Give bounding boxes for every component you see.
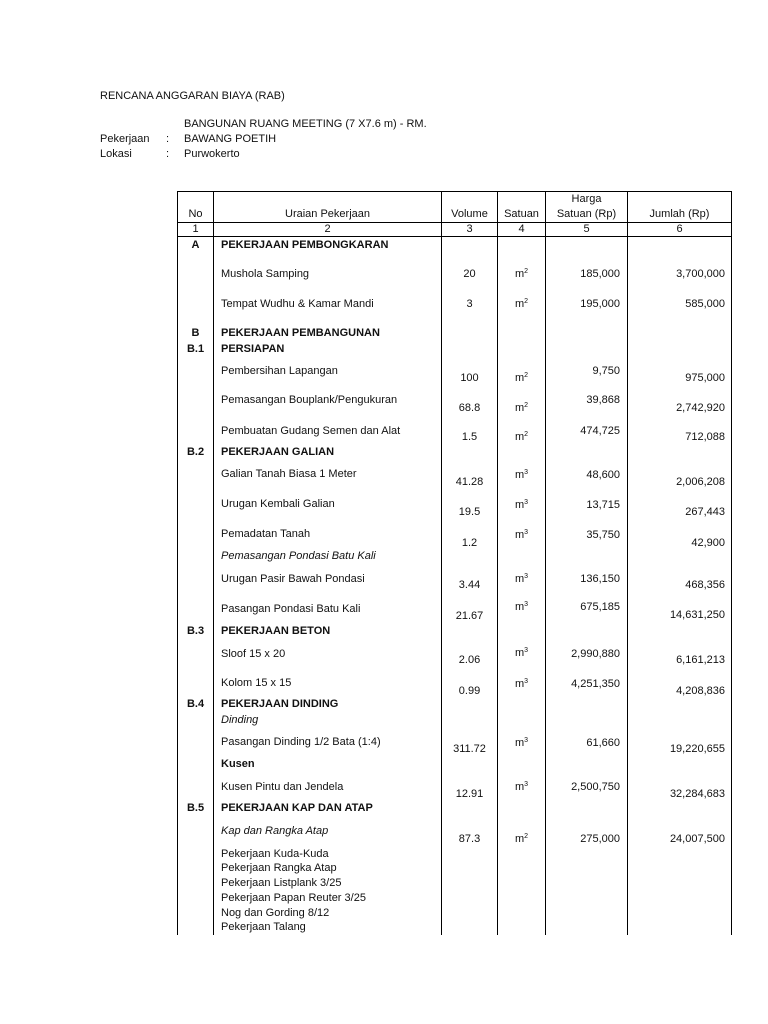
item-unit-price: 35,750 [586,529,620,541]
unit-exponent: 2 [524,268,529,275]
column-number-6: 6 [676,223,683,235]
item-description: Pemasangan Bouplank/Pengukuran [221,394,398,406]
column-number-4: 4 [518,223,525,235]
item-volume: 87.3 [458,833,481,845]
unit-base: m [514,372,525,384]
item-unit-price: 4,251,350 [571,678,620,690]
item-unit-price: 9,750 [592,365,620,377]
item-unit-price: 13,715 [586,499,620,511]
header-harga-line1: Harga [571,193,602,205]
header-jumlah: Jumlah (Rp) [649,208,710,220]
item-volume: 3.44 [458,579,481,591]
item-description: Pekerjaan Rangka Atap [221,862,337,874]
item-total: 975,000 [685,372,725,384]
item-volume: 2.06 [458,654,481,666]
item-total: 14,631,250 [669,609,725,621]
item-total: 32,284,683 [669,788,725,800]
project-name: BANGUNAN RUANG MEETING (7 X7.6 m) - RM. [184,118,427,130]
item-total: 2,742,920 [676,402,725,414]
item-description: Pembuatan Gudang Semen dan Alat [221,425,401,437]
item-volume: 41.28 [455,476,484,488]
header-no: No [188,208,203,220]
item-description: Tempat Wudhu & Kamar Mandi [221,298,374,310]
item-description: Pekerjaan Listplank 3/25 [221,877,342,889]
header-uraian: Uraian Pekerjaan [285,208,370,220]
unit-base: m [514,469,525,481]
item-description: Pekerjaan Papan Reuter 3/25 [221,892,366,904]
unit-exponent: 2 [524,372,529,379]
item-unit-price: 675,185 [580,601,620,613]
row-number: B [191,327,200,339]
item-unit-price: 275,000 [580,833,620,845]
item-description: Pekerjaan Kuda-Kuda [221,848,329,860]
lokasi-value: Purwokerto [184,148,240,160]
item-total: 19,220,655 [669,743,725,755]
item-unit-price: 195,000 [580,298,620,310]
item-volume: 1.5 [461,431,478,443]
unit-base: m [514,573,525,585]
column-number-1: 1 [192,223,199,235]
unit-exponent: 3 [524,647,529,654]
item-total: 267,443 [685,506,725,518]
unit-exponent: 2 [524,833,529,840]
item-unit-price: 48,600 [586,469,620,481]
unit-exponent: 3 [524,573,529,580]
item-total: 42,900 [691,537,725,549]
unit-base: m [514,499,525,511]
item-unit-price: 2,990,880 [571,648,620,660]
item-description: Urugan Pasir Bawah Pondasi [221,573,365,585]
item-unit [498,781,545,794]
section-heading: PEKERJAAN DINDING [221,698,339,710]
item-total: 712,088 [685,431,725,443]
item-unit [498,431,545,444]
unit-base: m [514,833,525,845]
column-number-2: 2 [324,223,331,235]
unit-base: m [514,781,525,793]
item-description: Pemasangan Pondasi Batu Kali [221,550,376,562]
item-volume: 1.2 [461,537,478,549]
item-description: Galian Tanah Biasa 1 Meter [221,468,357,480]
item-volume: 68.8 [458,402,481,414]
item-unit [498,678,545,691]
item-unit [498,268,545,281]
item-volume: 12.91 [455,788,484,800]
item-volume: 0.99 [458,685,481,697]
item-unit-price: 39,868 [586,394,620,406]
row-number: B.4 [186,698,205,710]
item-unit-price: 474,725 [580,425,620,437]
section-heading: PEKERJAAN KAP DAN ATAP [221,802,373,814]
item-unit [498,601,545,614]
item-unit [498,499,545,512]
item-unit [498,402,545,415]
row-number: B.2 [186,446,205,458]
item-description: Kusen Pintu dan Jendela [221,781,344,793]
item-unit [498,469,545,482]
unit-exponent: 3 [524,499,529,506]
item-description: Kap dan Rangka Atap [221,825,329,837]
item-description: Pasangan Pondasi Batu Kali [221,603,361,615]
unit-base: m [514,402,525,414]
header-satuan: Satuan [504,208,539,220]
header-harga-line2: Satuan (Rp) [556,208,617,220]
item-unit-price: 61,660 [586,737,620,749]
item-unit-price: 185,000 [580,268,620,280]
unit-exponent: 2 [524,431,529,438]
unit-exponent: 3 [524,469,529,476]
item-description: Mushola Samping [221,268,310,280]
column-number-5: 5 [583,223,590,235]
unit-base: m [514,529,525,541]
item-description: Sloof 15 x 20 [221,648,286,660]
item-description: Pasangan Dinding 1/2 Bata (1:4) [221,736,381,748]
item-volume: 311.72 [453,743,486,755]
unit-exponent: 3 [524,529,529,536]
item-volume: 20 [463,268,476,280]
unit-base: m [514,268,525,280]
item-total: 6,161,213 [676,654,725,666]
pekerjaan-value: BAWANG POETIH [184,133,277,145]
item-total: 4,208,836 [676,685,725,697]
lokasi-label: Lokasi [100,148,132,160]
unit-exponent: 3 [524,781,529,788]
row-number: B.3 [186,625,205,637]
item-unit [498,647,545,660]
unit-base: m [514,298,525,310]
item-description: Pembersihan Lapangan [221,365,338,377]
item-total: 585,000 [685,298,725,310]
row-number: B.1 [186,343,205,355]
section-heading: PEKERJAAN BETON [221,625,331,637]
unit-base: m [514,601,525,613]
section-heading: PEKERJAAN GALIAN [221,446,335,458]
item-volume: 3 [466,298,473,310]
item-total: 3,700,000 [676,268,725,280]
item-description: Urugan Kembali Galian [221,498,335,510]
item-description: Dinding [221,714,259,726]
item-unit [498,372,545,385]
item-volume: 19.5 [458,506,481,518]
document-title: RENCANA ANGGARAN BIAYA (RAB) [100,90,285,102]
section-heading: PERSIAPAN [221,343,285,355]
item-description: Nog dan Gording 8/12 [221,907,330,919]
lokasi-colon: : [166,148,170,160]
pekerjaan-colon: : [166,133,170,145]
column-number-3: 3 [466,223,473,235]
row-number: A [191,239,200,251]
unit-exponent: 2 [524,402,529,409]
unit-base: m [514,647,525,659]
item-description: Pekerjaan Talang [221,921,306,933]
item-unit-price: 136,150 [580,573,620,585]
section-heading: PEKERJAAN PEMBANGUNAN [221,327,380,339]
unit-exponent: 3 [524,737,529,744]
unit-base: m [514,737,525,749]
section-heading: PEKERJAAN PEMBONGKARAN [221,239,389,251]
unit-base: m [514,678,525,690]
item-description: Kolom 15 x 15 [221,677,292,689]
unit-exponent: 2 [524,298,529,305]
item-unit [498,529,545,542]
unit-exponent: 3 [524,678,529,685]
item-volume: 100 [460,372,479,384]
item-unit [498,298,545,311]
item-unit [498,737,545,750]
row-number: B.5 [186,802,205,814]
item-total: 468,356 [685,579,725,591]
item-description: Pemadatan Tanah [221,528,311,540]
unit-exponent: 3 [524,601,529,608]
header-volume: Volume [451,208,488,220]
item-unit [498,573,545,586]
item-total: 24,007,500 [669,833,725,845]
item-volume: 21.67 [455,610,484,622]
item-total: 2,006,208 [676,476,725,488]
item-unit [498,833,545,846]
item-unit-price: 2,500,750 [571,781,620,793]
unit-base: m [514,431,525,443]
pekerjaan-label: Pekerjaan [100,133,150,145]
section-heading: Kusen [221,758,255,770]
